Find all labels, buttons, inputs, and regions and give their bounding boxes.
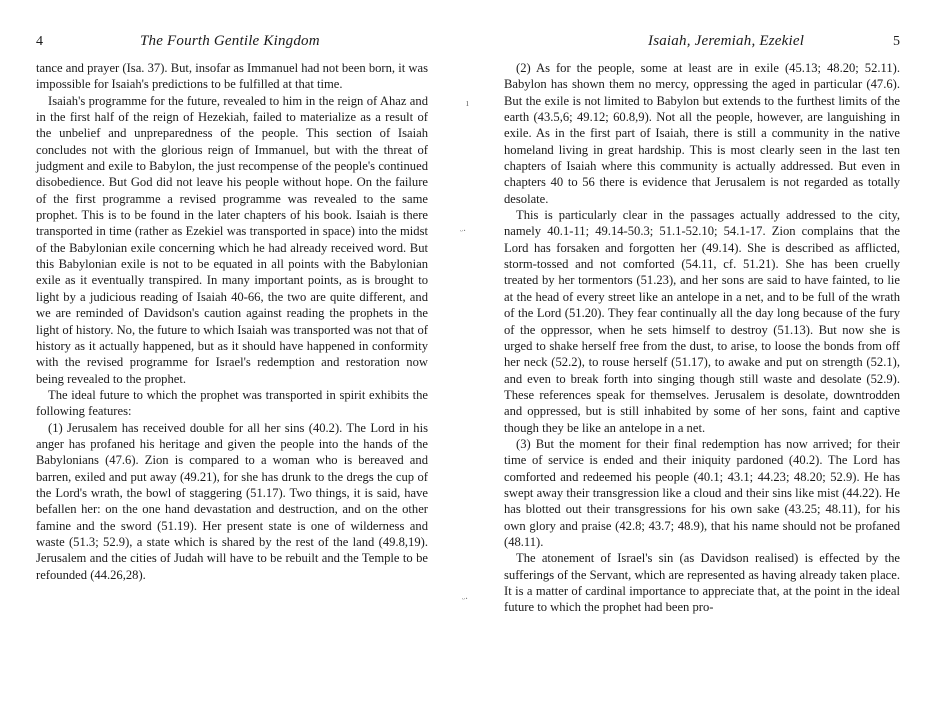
paragraph: (1) Jerusalem has received double for all her sins (40.2). The Lord in his anger has profaned his heritage and given the people into the hands of the Babylonians (47.6). Zion is compared to a woman who is bereaved and barren, exiled and put away (49.21), for she has drunk to the dregs the cup of the Lord's wrath, the bowl of staggering (51.17). Two things, it is said, have befallen her: on the one hand devastation and destruction, and on the other famine and the sword (51.19). Her present state is one of wilderness and waste (51.3; 52.9), a state which is shared by the rest of the land (49.8,19). Jerusalem and the cities of Judah will have to be rebuilt and the Temple to be refounded (44.26,28). [36, 420, 428, 582]
paragraph: (3) But the moment for their final redemption has now arrived; for their time of service is ended and their iniquity pardoned (40.2). The Lord has comforted and redeemed his people (40.1; 43.1; 44.23; 48.20; 52.9). He has swept away their transgression like a cloud and their sins like mist (44.22). He has blotted out their transgressions for his own sake (43.25; 48.11), for his own glory and praise (42.8; 43.7; 48.9), that his name should not be profaned (48.11). [504, 436, 900, 549]
left-body-text [36, 60, 428, 583]
right-page [504, 0, 900, 616]
paragraph: Isaiah's programme for the future, revealed to him in the reign of Ahaz and in the first half of the reign of Hezekiah, failed to materialize as a result of the unbelief and unpreparedness of the people. This section of Isaiah concludes not with the glorious reign of Immanuel, but with the threat of judgment and exile to Babylon, the just recompense of the people's continued disobedience. But God did not leave his people without hope. On the failure of the first programme a revised programme was revealed to the same prophet. This is to be found in the later chapters of his book. Isaiah is there transported in time (rather as Ezekiel was transported in space) into the midst of the Babylonian exile concerning which he had already received word. But this Babylonian exile is not to be equated in all points with the Babylonian exile as it eventually transpired. In many important points, as is brought to light by a judicious reading of Isaiah 40-66, the two are quite different, and we are reminded of Davidson's caution against reading the prophets in the light of history. No, the future to which Isaiah was transported was not that of history as it actually happened, but as it should have happened in conformity with the revised programme for Israel's redemption and restoration now being revealed to the prophet. [36, 93, 428, 386]
gutter-mark: ᵕ· [462, 594, 469, 605]
left-running-head [36, 34, 428, 60]
right-page-number: 5 [893, 34, 900, 49]
right-running-title: Isaiah, Jeremiah, Ezekiel [648, 33, 805, 49]
left-page [36, 0, 428, 583]
paragraph: tance and prayer (Isa. 37). But, insofar as Immanuel had not been born, it was impossible for Isaiah's predictions to be fulfilled at that time. [36, 61, 428, 92]
gutter-mark: ı [466, 98, 469, 109]
paragraph: The atonement of Israel's sin (as Davidson realised) is effected by the sufferings of the Servant, which are represented as having already taken place. It is a matter of cardinal importance to appreciate that, at the point in the ideal future to which the prophet had been pro- [504, 551, 900, 615]
paragraph: The ideal future to which the prophet was transported in spirit exhibits the following features: [36, 387, 428, 419]
paragraph: This is particularly clear in the passages actually addressed to the city, namely 40.1-11; 49.14-50.3; 51.1-52.10; 54.1-17. Zion complains that the Lord has forsaken and forgotten her (49.14). She is described as afflicted, storm-tossed and not comforted (54.11, cf. 51.21). She has been cruelly treated by her tormentors (51.23), and her sons are said to have fainted, to lie at the head of every street like an antelope in a net, and to be full of the wrath of the Lord (51.20). They fear continually all the day long because of the fury of the oppressor, when he sets himself to destroy (51.13). But now she is urged to shake herself free from the dust, to arise, to loose the bonds from off her neck (52.2), to rouse herself (51.17), to awake and put on strength (52.1), and even to break forth into singing though still waste and desolate (52.9). These references speak for themselves. Jerusalem is desolate, downtrodden and oppressed, but is still inhabited by some of her sons, faint and captive though they be like an antelope in a net. [504, 208, 900, 435]
gutter-mark: ᵕ· [460, 226, 467, 237]
right-body-text [504, 60, 900, 616]
left-running-title: The Fourth Gentile Kingdom [140, 33, 320, 49]
left-page-number: 4 [36, 34, 43, 49]
paragraph: (2) As for the people, some at least are in exile (45.13; 48.20; 52.11). Babylon has shown them no mercy, oppressing the aged in particular (47.6). But the exile is not limited to Babylon but extends to the furthest limits of the earth (43.5,6; 49.12; 60.8,9). Not all the people, however, are languishing in exile. As in the first part of Isaiah, there is still a community in the native homeland living in great hardship. This is most clearly seen in the last ten chapters of Isaiah where this community is actually addressed. But even in chapters 40 to 56 there is evidence that Jerusalem is not regarded as totally desolate. [504, 61, 900, 206]
right-running-head [504, 34, 900, 60]
